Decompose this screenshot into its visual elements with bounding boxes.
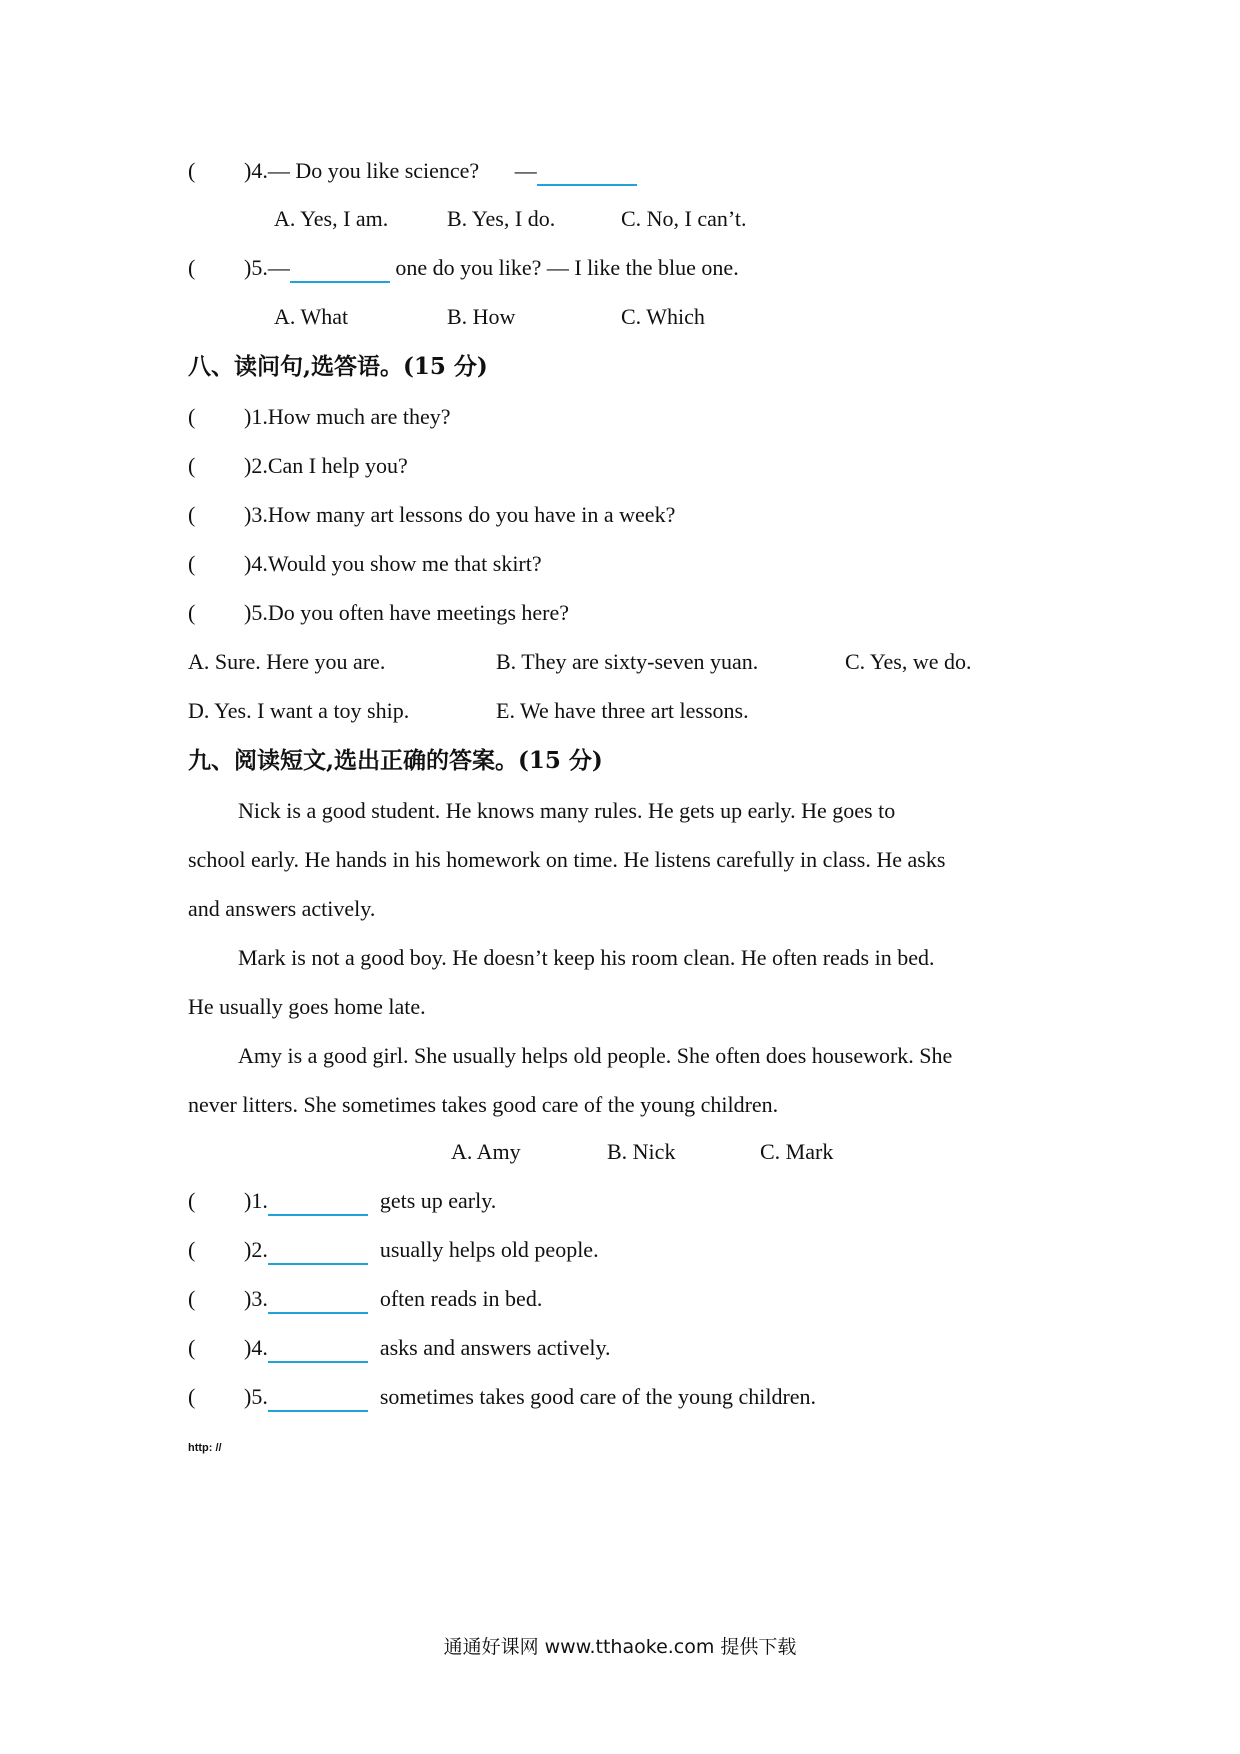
answer-a: A. Sure. Here you are. (188, 649, 386, 674)
question-number: )5. (244, 1384, 268, 1409)
answer-e: E. We have three art lessons. (496, 698, 749, 723)
paragraph-line: Nick is a good student. He knows many rules. He gets up early. He goes to (238, 798, 896, 823)
question-8-5 (188, 598, 569, 628)
question-text: )5.Do you often have meetings here? (244, 600, 569, 625)
question-text: gets up early. (379, 1188, 497, 1213)
footer-text: 通通好课网 www.tthaoke.com 提供下载 (443, 1636, 797, 1658)
dash: — (514, 158, 537, 183)
question-text: )3.How many art lessons do you have in a week? (244, 502, 676, 527)
question-8-1 (188, 402, 450, 432)
answer-paren: ( (188, 1384, 196, 1409)
section-8-heading: 八、读问句,选答语。(15 分) (188, 353, 488, 380)
answer-paren: ( (188, 551, 196, 576)
question-text: )4.— Do you like science? (244, 158, 480, 183)
question-text: )1.How much are they? (244, 404, 451, 429)
question-number: )4. (244, 1335, 268, 1360)
answer-d: D. Yes. I want a toy ship. (188, 698, 410, 723)
question-9-1 (188, 1186, 496, 1216)
answer-paren: ( (188, 1237, 196, 1262)
answer-blank[interactable] (268, 1335, 368, 1363)
paragraph-line: school early. He hands in his homework on time. He listens carefully in class. He asks (188, 847, 946, 872)
answer-paren: ( (188, 255, 196, 280)
question-text: )4.Would you show me that skirt? (244, 551, 542, 576)
question-suffix: one do you like? (395, 255, 542, 280)
question-7-5 (188, 253, 739, 283)
answer-b: B. They are sixty-seven yuan. (496, 649, 759, 674)
answer-paren: ( (188, 1188, 196, 1213)
paragraph-line: and answers actively. (188, 896, 376, 921)
question-text: )2.Can I help you? (244, 453, 408, 478)
question-8-2 (188, 451, 408, 481)
choice-b: B. Nick (607, 1139, 676, 1164)
answer-paren: ( (188, 502, 196, 527)
option-c: C. Which (621, 304, 705, 329)
question-8-3 (188, 500, 675, 530)
question-number: )1. (244, 1188, 268, 1213)
answer-paren: ( (188, 158, 196, 183)
question-9-3 (188, 1284, 542, 1314)
reading-paragraph-amy (188, 1031, 1068, 1129)
choice-a: A. Amy (451, 1139, 521, 1164)
choice-c: C. Mark (760, 1139, 834, 1164)
option-c: C. No, I can’t. (621, 206, 747, 231)
option-b: B. How (447, 304, 516, 329)
answer-blank[interactable] (268, 1188, 368, 1216)
paragraph-line: He usually goes home late. (188, 994, 426, 1019)
question-9-4 (188, 1333, 611, 1363)
answer-paren: ( (188, 453, 196, 478)
question-number: )2. (244, 1237, 268, 1262)
answer-blank[interactable] (268, 1384, 368, 1412)
answer-c: C. Yes, we do. (845, 649, 972, 674)
paragraph-line: never litters. She sometimes takes good care of the young children. (188, 1092, 779, 1117)
paragraph-line: Mark is not a good boy. He doesn’t keep his room clean. He often reads in bed. (238, 945, 935, 970)
answer-paren: ( (188, 1286, 196, 1311)
question-8-4 (188, 549, 542, 579)
question-reply: — I like the blue one. (546, 255, 739, 280)
option-b: B. Yes, I do. (447, 206, 556, 231)
question-text: often reads in bed. (379, 1286, 543, 1311)
option-a: A. Yes, I am. (274, 206, 389, 231)
question-text: usually helps old people. (379, 1237, 599, 1262)
answer-paren: ( (188, 404, 196, 429)
answer-paren: ( (188, 600, 196, 625)
question-7-4 (188, 156, 637, 186)
reading-paragraph-nick (188, 786, 1068, 933)
question-9-5 (188, 1382, 816, 1412)
question-9-2 (188, 1235, 599, 1265)
reading-paragraph-mark (188, 933, 1068, 1031)
question-prefix: )5.— (244, 255, 290, 280)
section-9-heading: 九、阅读短文,选出正确的答案。(15 分) (188, 747, 603, 774)
answer-blank[interactable] (290, 255, 390, 283)
option-a: A. What (274, 304, 349, 329)
question-text: sometimes takes good care of the young children. (379, 1384, 817, 1409)
answer-blank[interactable] (268, 1286, 368, 1314)
answer-paren: ( (188, 1335, 196, 1360)
answer-blank[interactable] (268, 1237, 368, 1265)
question-number: )3. (244, 1286, 268, 1311)
question-text: asks and answers actively. (379, 1335, 611, 1360)
footer-url: http: // (188, 1442, 222, 1454)
paragraph-line: Amy is a good girl. She usually helps old people. She often does housework. She (238, 1043, 953, 1068)
answer-blank[interactable] (537, 158, 637, 186)
